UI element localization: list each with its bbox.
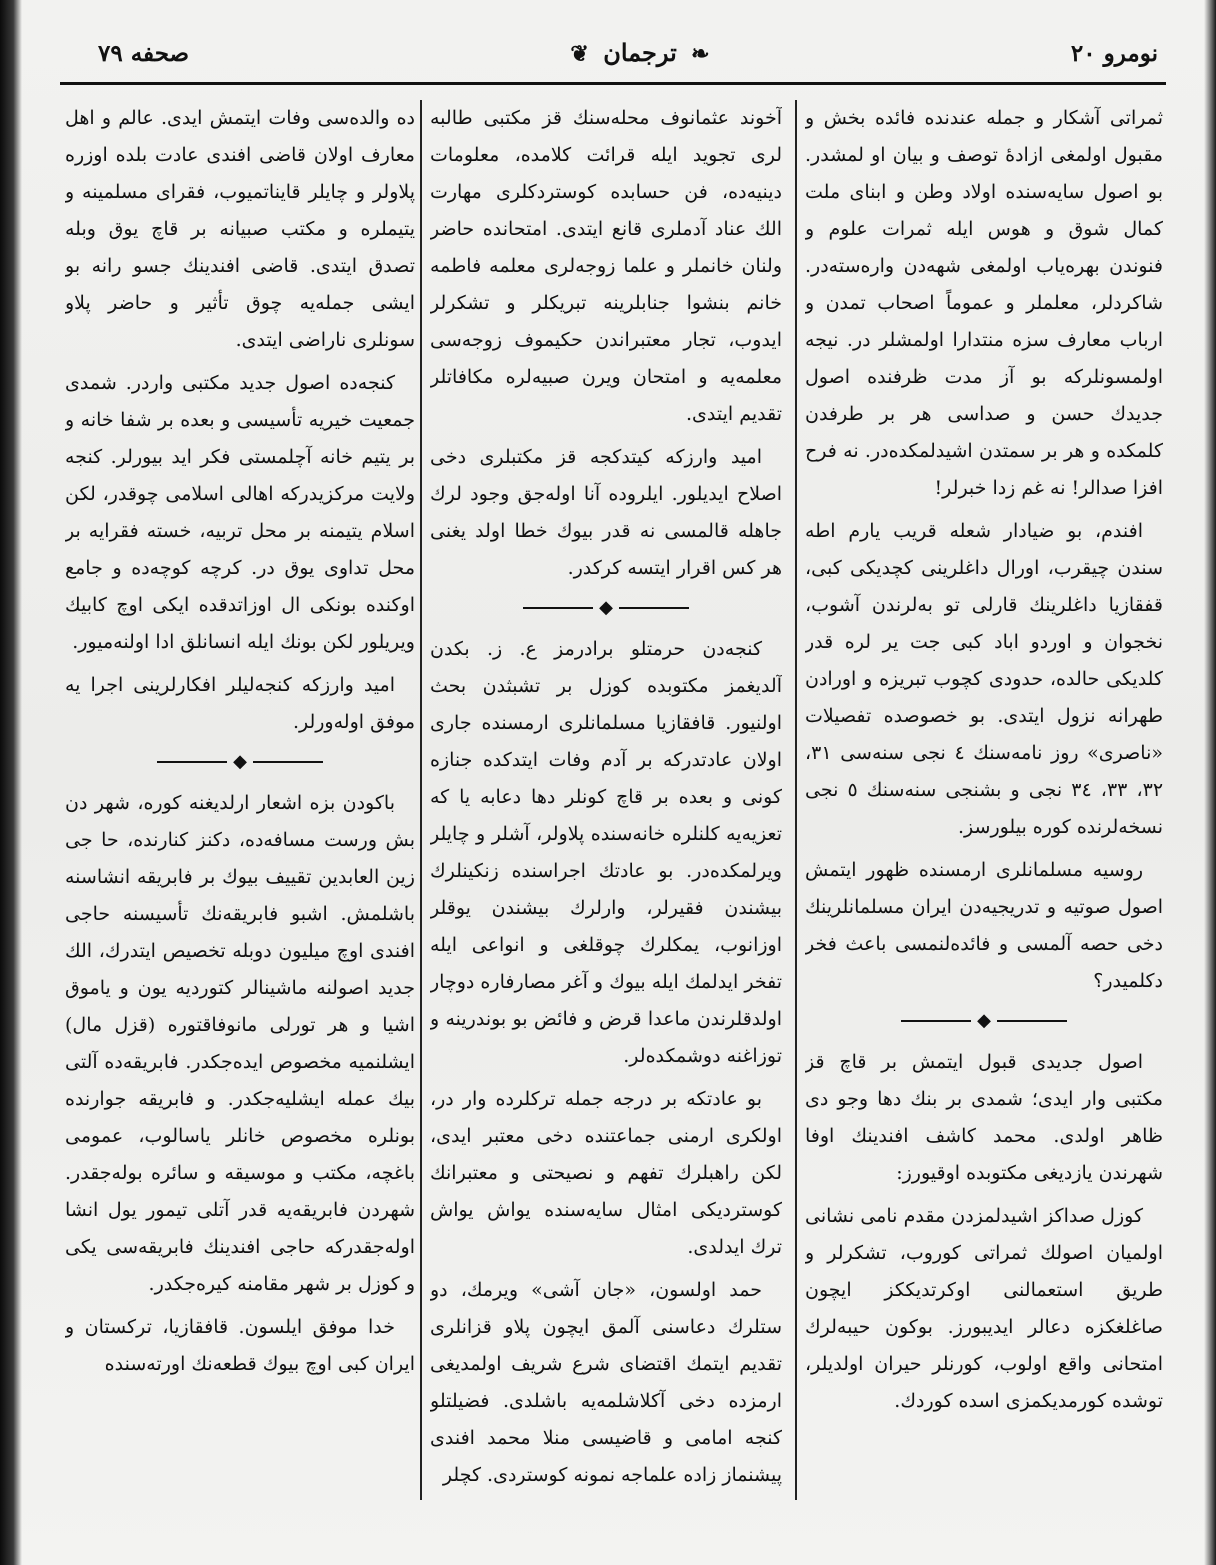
- paragraph: کنجه‌دن حرمتلو برادرمز ع. ز. بکدن آلدیغمز مکتوبده کوزل بر تشبثدن بحث اولنیور. قافقازیا مسلمانلری ارمسنده جاری اولان عادتدرکه بر آدم وفات ایتدکده جنازه کونی و بعده بر قاچ کونلر دها دعابه یا که تعزیه‌یه کلنلره خانه‌سنده پلاولر، آشلر و چایلر ویرلمکده‌در. بو عادتك اجراسنده زنکینلرك بیشندن فقیرلر، وارلرك بیشندن یوقلر اوزانوب، یمکلرك چوقلغی و انواعی ایله تفخر ایدلمك ایله بیوك و آغر مصارفاره دوچار اولدقلرندن ماعدا قرض و فائض بو بوندرینه و توزاغنه دوشمکده‌لر.: [430, 638, 782, 1067]
- paragraph: اصول جدیدی قبول ایتمش بر قاچ قز مکتبی وار ایدی؛ شمدی بر بنك دها وجو دی ظاهر اولدی. محمد کاشف افندینك اوفا شهرندن یازدیغی مکتوبده اوقیورز:: [805, 1051, 1163, 1184]
- paragraph: کوزل صداکز اشیدلمزدن مقدم نامی نشانی اولمیان اصولك ثمراتی کوروب، تشکرلر و طریق استعمالنی اوکرتدیککز ایچون صاغلغکزه دعالر ایدیبورز. بوکون حیبه‌لرك امتحانی واقع اولوب، کورنلر حیران اولدیلر، توشده کورمدیکمزی اسده کوردك.: [805, 1205, 1163, 1412]
- bird-ornament-icon: ❧: [691, 41, 710, 67]
- column-right: [805, 100, 1163, 1545]
- column-rule: [795, 100, 797, 1500]
- page-edge-shadow-left: [0, 0, 22, 1565]
- diamond-ornament-icon: ◆: [977, 1010, 991, 1031]
- diamond-ornament-icon: ◆: [233, 751, 247, 772]
- page-number: صحفه ٧٩: [98, 40, 190, 67]
- section-divider: [65, 751, 415, 773]
- page-edge-shadow-right: [1204, 0, 1216, 1565]
- paragraph: روسیه مسلمانلری ارمسنده ظهور ایتمش اصول صوتیه و تدریجیه‌دن ایران مسلمانلرینك دخی حصه آلمسی و فائده‌لنمسی باعث فخر دکلمیدر؟: [805, 859, 1163, 992]
- paragraph: ثمراتی آشکار و جمله عندنده فائده بخش و مقبول اولمغی ازادۀ توصف و بیان او لمشدر. بو اصول سایه‌سنده اولاد وطن و ابنای ملت کمال شوق و هوس ایله ثمرات علوم و فنوندن بهره‌یاب اولمغی شهه‌دن واره‌سته‌در. شاکردلر، معلملر و عموماً اصحاب تمدن و ارباب معارف سزه منتدارا اولمشلر در. نیجه اولمسونلرکه بو آز مدت ظرفنده اصول جدیدك حسن و صداسی هر بر طرفدن کلمکده و هر بر سمتدن اشیدلمکده‌در. نه فرح افزا صدالر! نه غم زدا خبرلر!: [805, 107, 1163, 499]
- section-divider: [805, 1010, 1163, 1032]
- section-divider: [430, 597, 782, 619]
- column-middle: [430, 100, 782, 1545]
- paragraph: خدا موفق ایلسون. قافقازیا، ترکستان و ایران کبی اوچ بیوك قطعه‌نك اورته‌سنده: [65, 1316, 415, 1375]
- bird-ornament-icon: ❦: [570, 41, 589, 67]
- column-rule: [420, 100, 422, 1500]
- page-header: [60, 30, 1166, 86]
- paragraph: افندم، بو ضیادار شعله قریب یارم اطه سندن چیقرب، اورال داغلرینی کچدیکی کبی، قفقازیا داغلرینك قارلی تو به‌لرندن آشوب، نخجوان و اوردو اباد کبی جت یر لره قدر کلدیکی حالده، حدودی کچوب تبریزه و اورادن طهرانه نزول ایتدی. بو خصوصده تفصیلات «ناصری» روز نامه‌سنك ٤ نجی سنه‌سی ٣١، ٣٢، ٣٣، ٣٤ نجی و بشنجی سنه‌سنك ٥ نجی نسخه‌لرنده کوره بیلورسز.: [805, 520, 1163, 838]
- column-left: [65, 100, 415, 1545]
- newspaper-title: ترجمان: [603, 38, 677, 67]
- paragraph: ده والده‌سی وفات ایتمش ایدی. عالم و اهل معارف اولان قاضی افندی عادت بلده اوزره پلاولر و چایلر قایناتمیوب، فقرای مسلمینه و یتیملره و مکتب صبیانه بر قاچ یوق وبله تصدق ایتدی. قاضی افندینك جسو رانه بو ایشی جمله‌یه چوق تأثیر و حاضر پلاو سونلری ناراضی ایتدی.: [65, 107, 415, 351]
- paragraph: کنجه‌ده اصول جدید مکتبی واردر. شمدی جمعیت خیریه تأسیسی و بعده بر شفا خانه و بر یتیم خانه آچلمستی فکر اید بیورلر. کنجه ولایت مرکزیدرکه اهالی اسلامی چوقدر، لکن اسلام یتیمنه بر محل تربیه، خسته فقرایه بر محل تداوی یوق در. کرچه کوچه‌ده و جامع اوکنده بونکی ال اوزاتدقده ایکی اوچ کابیك ویریلور لکن بونك ایله انسانلق ادا اولنه‌میور.: [65, 372, 415, 653]
- issue-number: نومرو ٢٠: [1070, 40, 1158, 67]
- paragraph: امید وارزکه کنجه‌لیلر افکارلرینی اجرا یه موفق اوله‌ورلر.: [65, 674, 415, 733]
- diamond-ornament-icon: ◆: [599, 597, 613, 618]
- paragraph: آخوند عثمانوف محله‌سنك قز مکتبی طالبه لری تجوید ایله قرائت کلامده، معلومات دینیه‌ده، فن حسابده کوستردکلری مهارت الك عناد آدملری قانع ایتدی. امتحانده حاضر ولنان خانملر و علما زوجه‌لری معلمه فاطمه خانم بنشوا جنابلرینه تبریکلر و تشکرلر ایدوب، تجار معتبراندن حکیموف زوجه‌سی معلمه‌یه و امتحان ویرن صبیه‌لره مکافاتلر تقدیم ایتدی.: [430, 107, 782, 425]
- paragraph: باکودن بزه اشعار ارلدیغنه کوره، شهر دن بش ورست مسافه‌ده، دکنز کنارنده، حا جی زین العابدین تقییف بیوك بر فابریقه انشاسنه باشلمش. اشبو فابریقه‌نك تأسیسنه حاجی افندی اوچ میلیون دوبله تخصیص ایتدرك، الك جدید اصولنه ماشینالر کتوردیه یون و یاموق اشیا و هر تورلی مانوفاقتوره (قزل مال) ایشلنمیه مخصوص ایده‌جکدر. فابریقه‌ده آلتی بیك عمله ایشلیه‌جکدر. و فابریقه جوارنده بونلره مخصوص خانلر یاسالوب، عمومی باغچه، مکتب و موسیقه و سائره بوله‌جقدر. شهردن فابریقه‌یه قدر آتلی تیمور یول انشا اوله‌جقدرکه حاجی افندینك فابریقه‌سی یکی و کوزل بر شهر مقامنه کیره‌جکدر.: [65, 792, 415, 1295]
- paragraph: بو عادتکه بر درجه جمله ترکلرده وار در، اولکری ارمنی جماعتنده دخی معتبر ایدی، لکن راهبلرك تفهم و نصیحتی و معتبرانك کوستردیکی امثال سایه‌سنده یواش یواش ترك ایدلدی.: [430, 1088, 782, 1258]
- paragraph: حمد اولسون، «جان آشی» ویرمك، دو ستلرك دعاسنی آلمق ایچون پلاو قزانلری تقدیم ایتمك اقتضای شرع شریف اولمدیغی ارمزده دخی آکلاشلمه‌یه باشلدی. فضیلتلو کنجه امامی و قاضیسی منلا محمد افندی پیشنماز زاده علماجه نمونه کوستردی. کچلر: [430, 1279, 782, 1486]
- paragraph: امید وارزکه کیتدکجه قز مکتبلری دخی اصلاح ایدیلور. ایلروده آنا اوله‌جق وجود لرك جاهله قالمسی نه قدر بیوك خطا اولد یغنی هر کس اقرار ایتسه کرکدر.: [430, 446, 782, 579]
- masthead: [540, 38, 740, 67]
- header-rule: [60, 82, 1166, 85]
